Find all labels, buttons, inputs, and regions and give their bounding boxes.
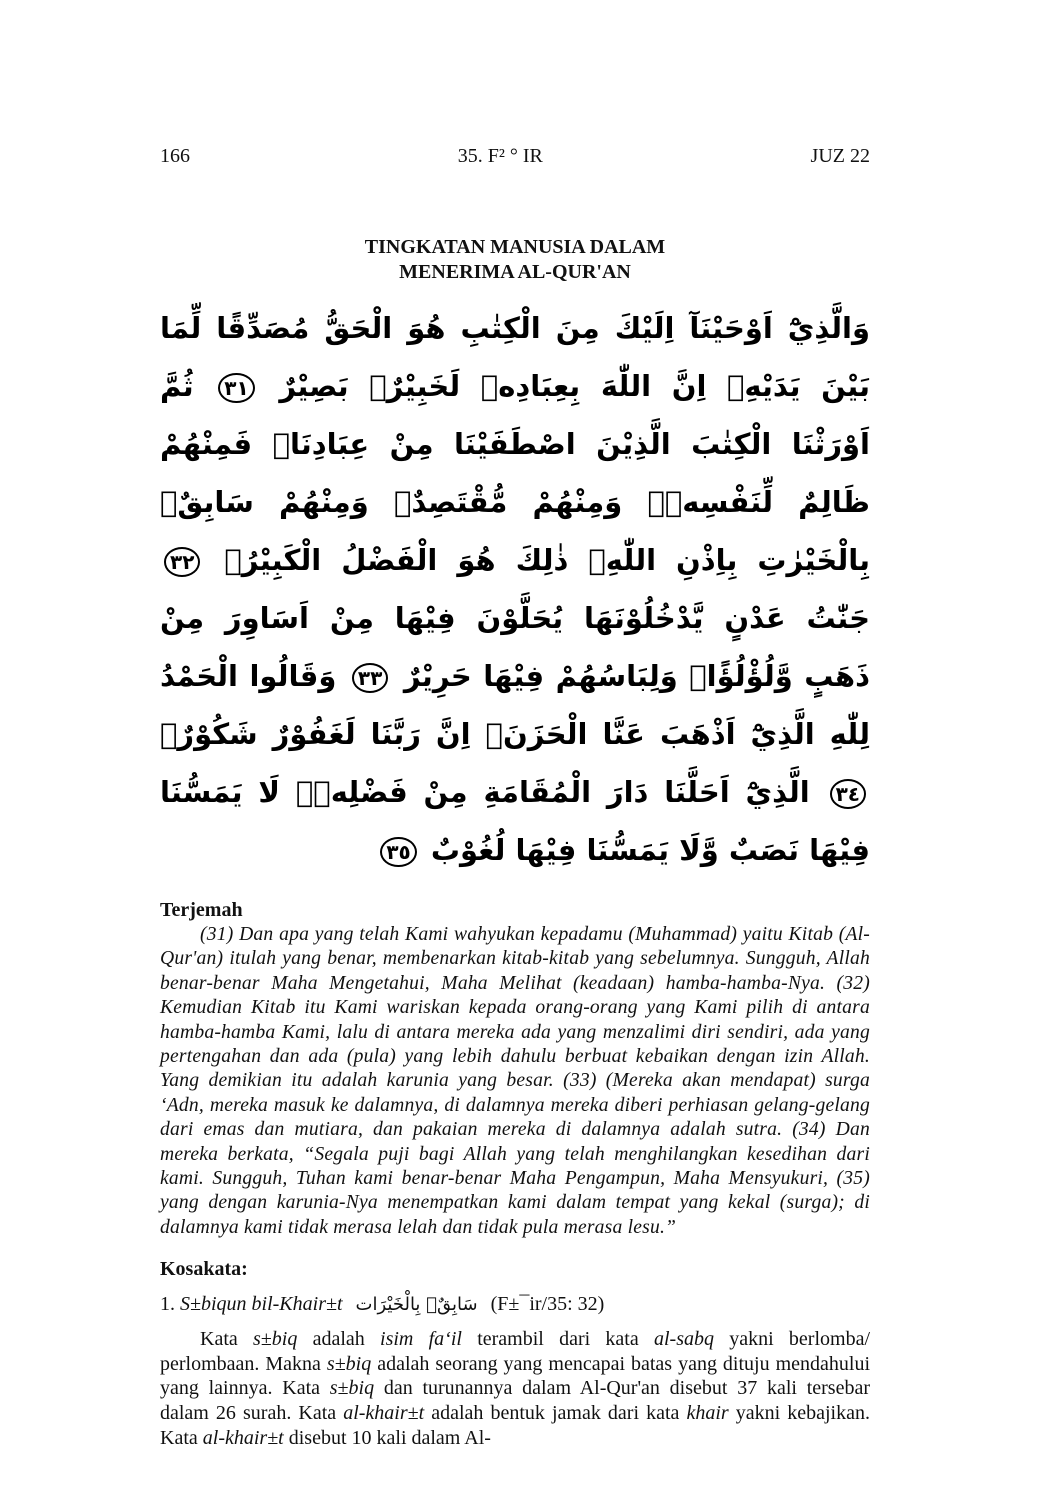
verse-number-marker: ٣٢	[164, 547, 200, 577]
section-title	[160, 235, 870, 285]
italic-term: al-khair±t	[202, 1426, 284, 1449]
italic-term: s±biq	[326, 1352, 372, 1375]
vocab-item-1	[160, 1290, 870, 1319]
verse-number-marker: ٣١	[218, 373, 254, 403]
vocab-reference: (F±¯ir/35: 32)	[490, 1293, 605, 1316]
text-run: adalah seorang yang mencapai batas yang dituju mendahului yang lainnya. Kata	[160, 1352, 870, 1400]
kosakata-heading: Kosakata:	[160, 1258, 248, 1281]
translation-text: (31) Dan apa yang telah Kami wahyukan kepadamu (Muhammad) yaitu Kitab (Al-Qur'an) itulah yang benar, membenarkan kitab-kitab yang sebelumnya. Sungguh, Allah benar-benar Maha Mengetahui, Maha Melihat (keadaan) hamba-hamba-Nya. (32) Kemudian Kitab itu Kami wariskan kepada orang-orang yang Kami pilih di antara hamba-hamba Kami, lalu di antara mereka ada yang menzalimi diri sendiri, ada yang pertengahan dan ada (pula) yang lebih dahulu berbuat kebaikan dengan izin Allah. Yang demikian itu adalah karunia yang besar. (33) (Mereka akan mendapat) surga ‘Adn, mereka masuk ke dalamnya, di dalamnya mereka diberi perhiasan gelang-gelang dari emas dan mutiara, dan pakaian mereka di dalamnya adalah sutra. (34) Dan mereka berkata, “Segala puji bagi Allah yang telah menghilangkan kesedihan dari kami. Sungguh, Tuhan kami benar-benar Maha Pengampun, Maha Mensyukuri, (35) yang dengan karunia-Nya menempatkan kami dalam tempat yang kekal (surga); di dalamnya kami tidak merasa lelah dan tidak pula merasa lesu.”	[160, 924, 870, 1238]
text-run: dan turunannya dalam Al-Qur'an disebut 37 kali tersebar dalam 26 surah. Kata	[160, 1377, 870, 1425]
verse-text: جَنّٰتُ عَدْنٍ يَّدْخُلُوْنَهَا يُحَلَّوْنَ فِيْهَا مِنْ اَسَاوِرَ مِنْ ذَهَبٍ وَّلُؤْلُؤًاۚ وَلِبَاسُهُمْ فِيْهَا حَرِيْرٌ	[160, 601, 870, 693]
text-run: terambil dari kata	[461, 1328, 654, 1351]
italic-term: isim fa‘il	[380, 1328, 462, 1351]
juz-label: JUZ 22	[810, 145, 870, 167]
italic-term: al-sabq	[654, 1328, 714, 1351]
vocab-explanation	[160, 1327, 870, 1450]
arabic-verses	[160, 299, 870, 879]
verse-number-marker: ٣٣	[352, 663, 388, 693]
italic-term: al-khair±t	[343, 1402, 425, 1425]
document-page	[160, 0, 870, 1510]
italic-term: s±biq	[329, 1377, 375, 1400]
italic-term: khair	[686, 1402, 729, 1425]
text-run: disebut 10 kali dalam Al-	[283, 1426, 491, 1449]
verse-text: وَالَّذِيْٓ اَوْحَيْنَآ اِلَيْكَ مِنَ الْكِتٰبِ هُوَ الْحَقُّ مُصَدِّقًا لِّمَا بَيْنَ يَدَيْهِۗ اِنَّ اللّٰهَ بِعِبَادِهٖ لَخَبِيْرٌۢ بَصِيْرٌ	[160, 311, 870, 403]
text-run: yakni kebajikan. Kata	[160, 1402, 870, 1449]
title-line-2: MENERIMA AL-QUR'AN	[399, 261, 631, 283]
text-run: yakni berlomba/ perlombaan. Makna	[160, 1328, 871, 1375]
terjemah-heading: Terjemah	[160, 899, 243, 921]
vocab-arabic: سَابِقٌۢ بِالْخَيْرَات	[355, 1294, 478, 1316]
surah-name: 35. F² ° IR	[457, 145, 543, 167]
page-number: 166	[160, 145, 190, 167]
verse-text: الَّذِيْٓ اَحَلَّنَا دَارَ الْمُقَامَةِ مِنْ فَضْلِهٖۚ لَا يَمَسُّنَا فِيْهَا نَصَبٌ وَّلَا يَمَسُّنَا فِيْهَا لُغُوْبٌ	[160, 775, 870, 867]
vocab-number: 1.	[160, 1293, 175, 1316]
verse-number-marker: ٣٥	[380, 837, 416, 867]
running-header	[160, 143, 870, 169]
verse-text: وَقَالُوا الْحَمْدُ لِلّٰهِ الَّذِيْٓ اَذْهَبَ عَنَّا الْحَزَنَۗ اِنَّ رَبَّنَا لَغَفُوْرٌ شَكُوْرٌۙ	[160, 659, 870, 751]
text-run: Kata	[200, 1328, 254, 1351]
text-run: adalah	[297, 1328, 381, 1351]
verse-number-marker: ٣٤	[830, 779, 866, 809]
vocab-term: S±biqun bil-Khair±t	[180, 1293, 343, 1316]
title-line-1: TINGKATAN MANUSIA DALAM	[364, 236, 666, 258]
verse-text: ثُمَّ اَوْرَثْنَا الْكِتٰبَ الَّذِيْنَ اصْطَفَيْنَا مِنْ عِبَادِنَاۚ فَمِنْهُمْ ظَالِمٌ لِّنَفْسِهٖۚ وَمِنْهُمْ مُّقْتَصِدٌۚ وَمِنْهُمْ سَابِقٌۢ بِالْخَيْرٰتِ بِاِذْنِ اللّٰهِۗ ذٰلِكَ هُوَ الْفَضْلُ الْكَبِيْرُۗ	[160, 369, 870, 577]
italic-term: s±biq	[253, 1328, 298, 1351]
text-run: adalah bentuk jamak dari kata	[424, 1402, 687, 1425]
